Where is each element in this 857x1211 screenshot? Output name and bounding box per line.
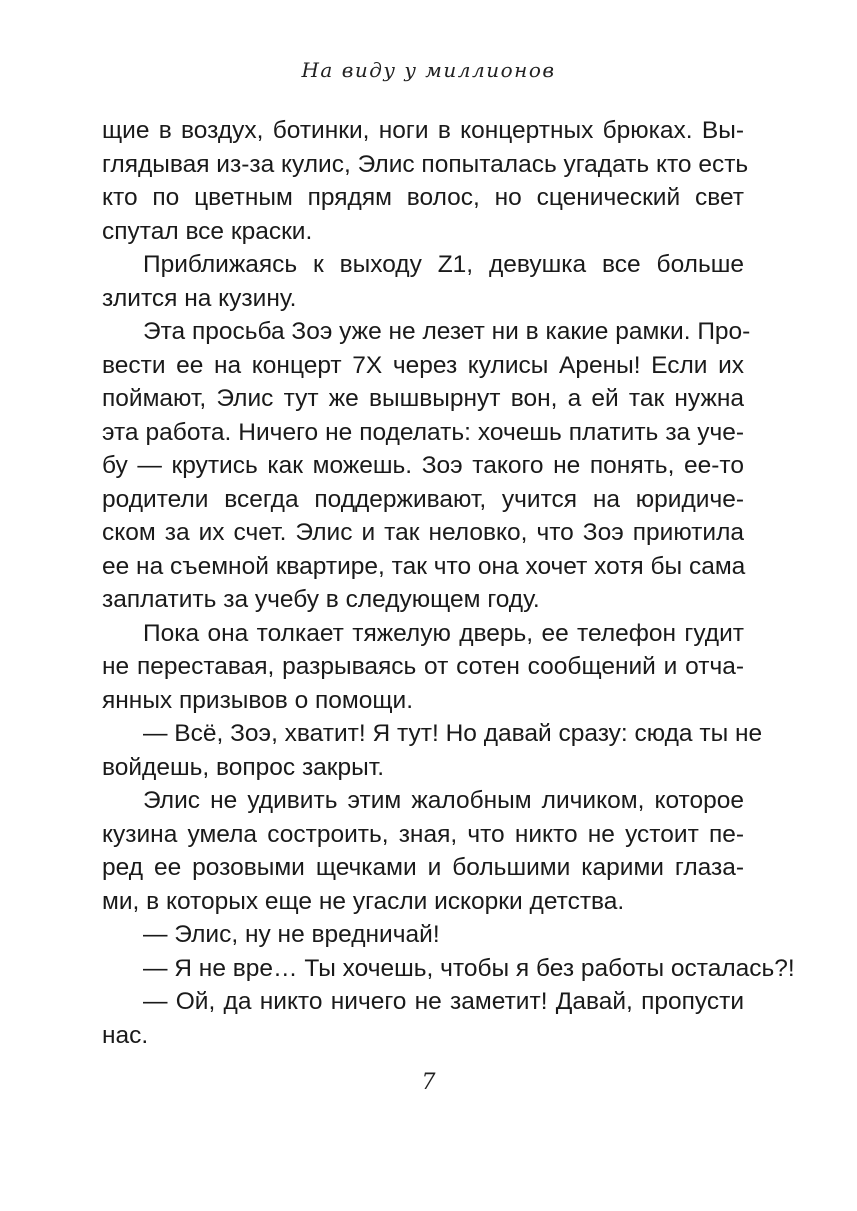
text-line: щие в воздух, ботинки, ноги в концертных брюках. Вы-	[102, 117, 744, 144]
text-line: ми, в которых еще не угасли искорки детства.	[102, 887, 625, 915]
text-line: бу — крутись как можешь. Зоэ такого не понять, ее-то	[102, 452, 744, 479]
text-line: ред ее розовыми щечками и большими карими глаза-	[102, 854, 744, 881]
running-header: На виду у миллионов	[301, 58, 556, 82]
text-line: янных призывов о помощи.	[102, 686, 414, 714]
text-line: глядывая из-за кулис, Элис попыталась угадать кто есть	[102, 150, 749, 178]
text-line: ском за их счет. Элис и так неловко, что Зоэ приютила	[102, 519, 744, 546]
text-line: не переставая, разрываясь от сотен сообщений и отча-	[102, 653, 744, 680]
text-line: Приближаясь к выходу Z1, девушка все больше	[143, 251, 744, 278]
text-line: злится на кузину.	[102, 284, 297, 312]
text-line: Пока она толкает тяжелую дверь, ее телефон гудит	[143, 619, 744, 647]
text-line: — Элис, ну не вредничай!	[143, 921, 440, 948]
text-line: нас.	[102, 1021, 149, 1049]
text-line: ее на съемной квартире, так что она хочет хотя бы сама	[102, 552, 746, 580]
text-line: — Всё, Зоэ, хватит! Я тут! Но давай сразу: сюда ты не	[143, 720, 763, 747]
text-line: — Ой, да никто ничего не заметит! Давай, пропусти	[143, 988, 744, 1015]
text-line: заплатить за учебу в следующем году.	[102, 586, 540, 613]
text-line: Элис не удивить этим жалобным личиком, которое	[143, 787, 744, 814]
text-line: войдешь, вопрос закрыт.	[102, 753, 385, 781]
text-line: кузина умела состроить, зная, что никто не устоит пе-	[102, 820, 744, 848]
text-line: кто по цветным прядям волос, но сценический свет	[102, 184, 744, 211]
text-line: эта работа. Ничего не поделать: хочешь платить за уче-	[102, 418, 744, 446]
page-number: 7	[421, 1070, 436, 1095]
text-line: Эта просьба Зоэ уже не лезет ни в какие рамки. Про-	[143, 318, 751, 345]
text-line: — Я не вре… Ты хочешь, чтобы я без работы осталась?!	[143, 954, 795, 982]
text-line: вести ее на концерт 7X через кулисы Арены! Если их	[102, 351, 744, 379]
body-text	[102, 114, 795, 1052]
text-line: поймают, Элис тут же вышвырнут вон, а ей так нужна	[102, 385, 744, 412]
text-line: спутал все краски.	[102, 217, 313, 245]
text-line: родители всегда поддерживают, учится на юридиче-	[102, 485, 744, 513]
